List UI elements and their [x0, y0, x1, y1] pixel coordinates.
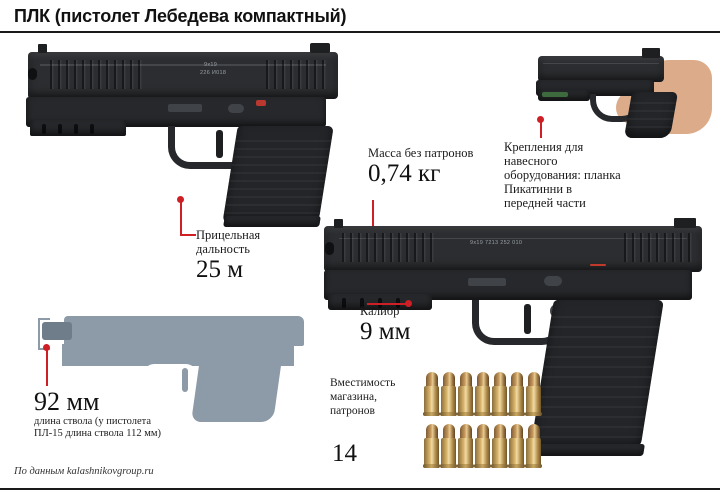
callout-mass — [368, 146, 518, 188]
cartridge — [509, 372, 524, 416]
leader-line-sight-range-h — [180, 234, 196, 236]
leader-dot-barrel — [43, 344, 50, 351]
cartridge — [441, 372, 456, 416]
callout-magazine-value-wrap — [332, 440, 392, 468]
trigger — [524, 304, 531, 334]
mass-value: 0,74 кг — [368, 160, 441, 187]
caliber-label: Калибр — [360, 304, 400, 318]
mass-label: Масса без патронов — [368, 146, 474, 160]
page-title: ПЛК (пистолет Лебедева компактный) — [14, 6, 347, 26]
slide-red-marker — [590, 264, 606, 266]
leader-line-mounts — [540, 122, 542, 138]
slide — [28, 52, 338, 99]
grip-photo — [624, 92, 678, 138]
mounts-label: Крепления для навесного оборудования: планка Пикатинни в передней части — [504, 140, 621, 210]
photo-pistol-in-hand — [520, 34, 716, 138]
rear-sight — [674, 218, 696, 228]
leader-line-barrel — [46, 348, 48, 386]
muzzle — [28, 68, 37, 80]
muzzle — [325, 242, 334, 255]
rail-slot — [90, 124, 94, 134]
callout-barrel-length — [34, 388, 264, 440]
front-sight — [38, 44, 47, 53]
silhouette-slide — [64, 316, 304, 346]
cartridge — [458, 424, 473, 468]
callout-sight-range — [196, 228, 288, 284]
cartridge-group — [424, 372, 554, 474]
rail-slot — [42, 124, 46, 134]
cartridge — [526, 424, 541, 468]
leader-line-sight-range — [180, 200, 182, 236]
caliber-value: 9 мм — [360, 318, 411, 345]
rail-accent-photo — [542, 92, 568, 97]
sight-range-value: 25 м — [196, 256, 244, 283]
trigger — [216, 130, 223, 158]
rail-slot — [74, 124, 78, 134]
cartridge — [475, 372, 490, 416]
leader-dot-mounts — [537, 116, 544, 123]
rail-slot — [58, 124, 62, 134]
cartridge — [492, 424, 507, 468]
cartridge — [441, 424, 456, 468]
slide-marking-serial: 226 И018 — [200, 70, 227, 76]
slide — [324, 226, 702, 272]
magazine-base — [223, 216, 321, 227]
safety-marker — [256, 100, 266, 106]
barrel-length-sub: ПЛ-15 длина ствола 112 мм) — [34, 428, 161, 439]
magazine-label: Вместимость магазина, патронов — [330, 377, 396, 417]
barrel-length-value: 92 мм — [34, 387, 100, 416]
cartridge — [526, 372, 541, 416]
source-credit: По данным kalashnikovgroup.ru — [14, 466, 154, 477]
cartridge — [424, 424, 439, 468]
cartridge — [458, 372, 473, 416]
front-sight — [334, 219, 343, 228]
callout-caliber — [360, 304, 450, 346]
sight-range-label: Прицельная дальность — [196, 228, 261, 256]
magazine-value: 14 — [332, 440, 357, 467]
callout-magazine — [330, 376, 416, 418]
grip — [222, 126, 334, 224]
rear-sight — [310, 43, 330, 53]
takedown-control — [228, 104, 244, 113]
rear-sight-photo — [642, 48, 660, 58]
top-divider — [0, 31, 720, 33]
slide-stop-lever — [468, 278, 506, 286]
cartridge — [475, 424, 490, 468]
rail-slot — [342, 298, 346, 308]
bottom-divider — [0, 488, 720, 490]
slide-marking-serial-bottom: 9х19 7213 252 010 — [470, 240, 523, 246]
cartridge — [509, 424, 524, 468]
barrel-length-label: длина ствола (у пистолета — [34, 416, 151, 427]
cartridge — [492, 372, 507, 416]
pistol-slide-photo — [538, 56, 664, 82]
slide-stop-lever — [168, 104, 202, 112]
slide-marking-caliber: 9х19 — [204, 62, 218, 68]
cartridge — [424, 372, 439, 416]
callout-mounts — [504, 140, 624, 210]
takedown-control — [544, 276, 562, 286]
